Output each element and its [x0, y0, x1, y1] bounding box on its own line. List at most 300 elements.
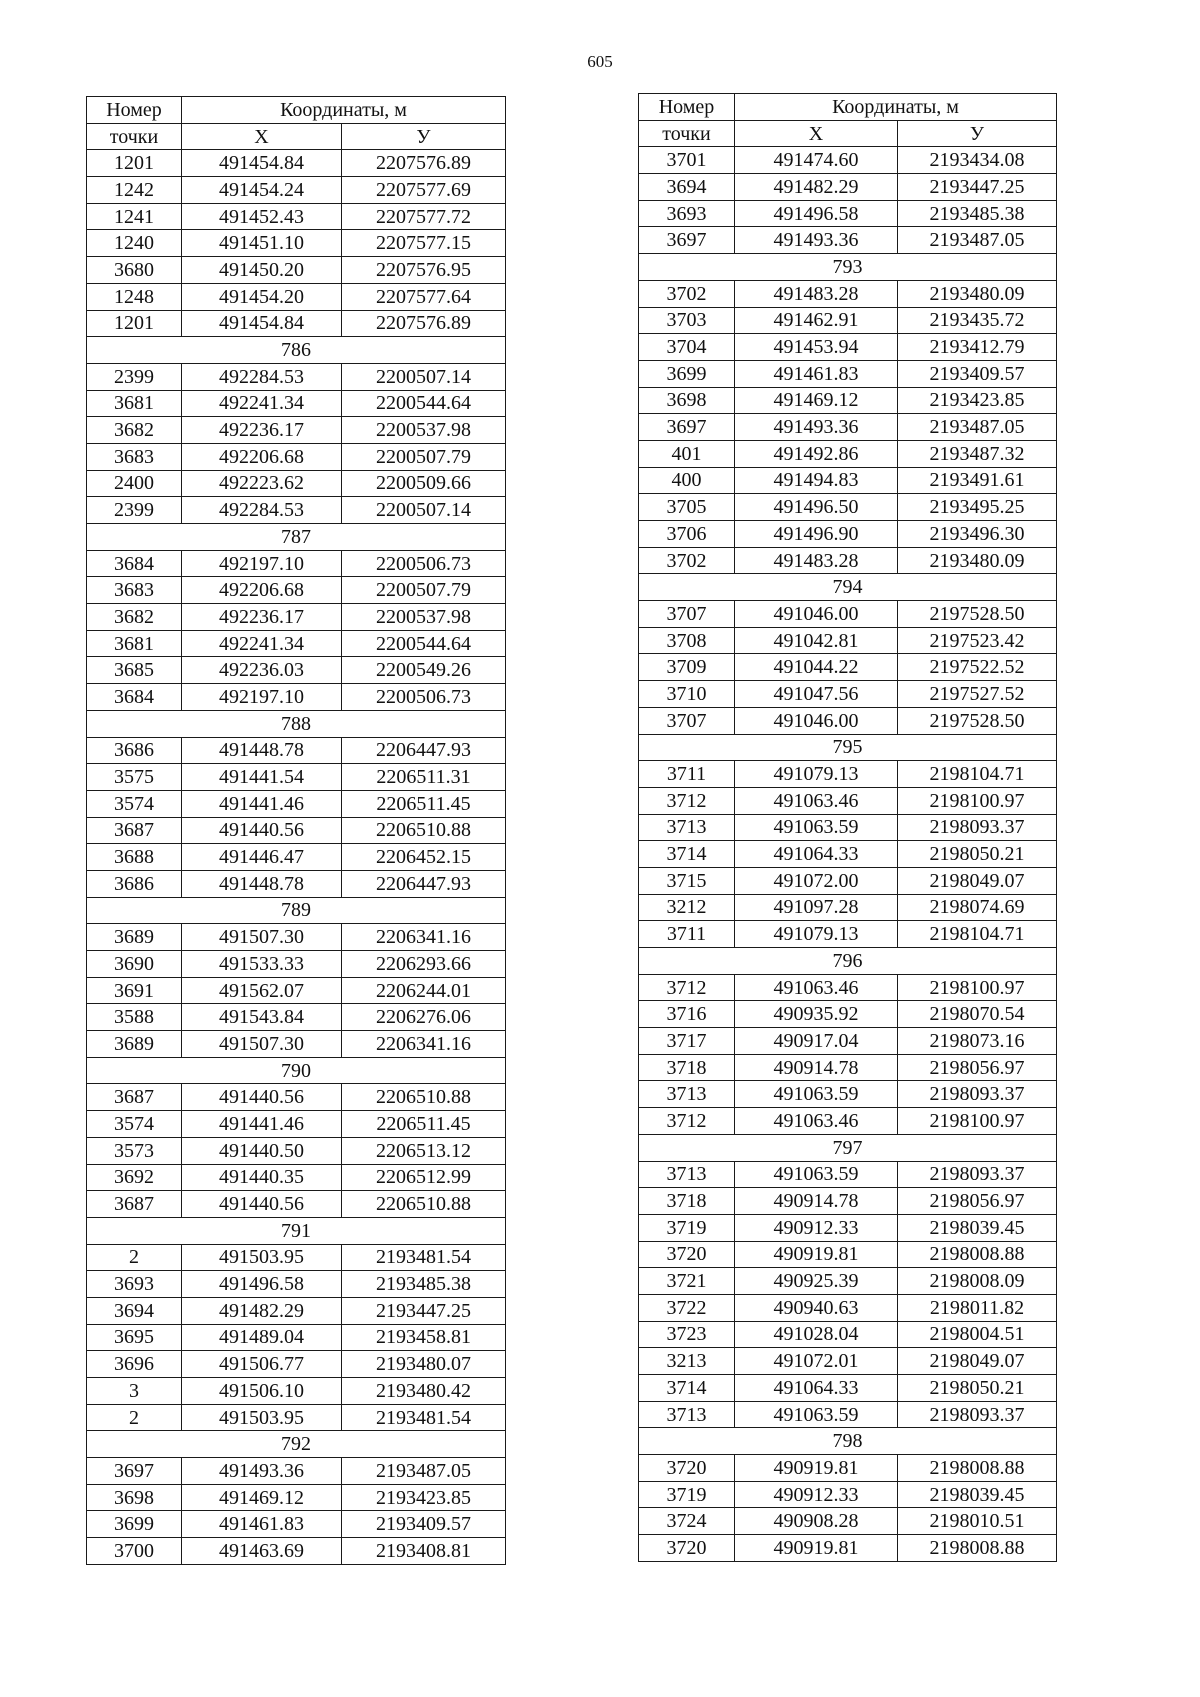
- x-coordinate-cell: 491079.13: [735, 761, 898, 788]
- y-coordinate-cell: 2198008.88: [898, 1241, 1057, 1268]
- x-coordinate-cell: 491063.46: [735, 1108, 898, 1135]
- point-number-cell: 3717: [639, 1028, 735, 1055]
- x-coordinate-cell: 491451.10: [182, 230, 342, 257]
- header-point-number-line1: Номер: [639, 94, 735, 121]
- point-number-cell: 3588: [87, 1004, 182, 1031]
- section-row: [639, 1428, 1057, 1455]
- y-coordinate-cell: 2193485.38: [898, 200, 1057, 227]
- point-number-cell: 3681: [87, 390, 182, 417]
- point-number-cell: 3575: [87, 764, 182, 791]
- y-coordinate-cell: 2193495.25: [898, 494, 1057, 521]
- point-number-cell: 3720: [639, 1535, 735, 1562]
- y-coordinate-cell: 2200507.79: [342, 443, 506, 470]
- table-row: [87, 1297, 506, 1324]
- y-coordinate-cell: 2193409.57: [898, 360, 1057, 387]
- x-coordinate-cell: 491063.59: [735, 1161, 898, 1188]
- x-coordinate-cell: 490908.28: [735, 1508, 898, 1535]
- point-number-cell: 3683: [87, 577, 182, 604]
- y-coordinate-cell: 2197528.50: [898, 601, 1057, 628]
- section-number: 796: [639, 948, 1057, 975]
- table-row: [639, 1481, 1057, 1508]
- point-number-cell: 3712: [639, 787, 735, 814]
- table-row: [639, 1054, 1057, 1081]
- table-row: [639, 227, 1057, 254]
- table-row: [87, 1031, 506, 1058]
- x-coordinate-cell: 491507.30: [182, 1031, 342, 1058]
- x-coordinate-cell: 492236.03: [182, 657, 342, 684]
- y-coordinate-cell: 2193485.38: [342, 1271, 506, 1298]
- y-coordinate-cell: 2207576.89: [342, 150, 506, 177]
- point-number-cell: 3722: [639, 1294, 735, 1321]
- point-number-cell: 3213: [639, 1348, 735, 1375]
- y-coordinate-cell: 2193434.08: [898, 147, 1057, 174]
- y-coordinate-cell: 2198056.97: [898, 1054, 1057, 1081]
- section-row: [87, 1431, 506, 1458]
- point-number-cell: 3574: [87, 790, 182, 817]
- table-row: [639, 921, 1057, 948]
- point-number-cell: 3696: [87, 1351, 182, 1378]
- y-coordinate-cell: 2198039.45: [898, 1214, 1057, 1241]
- y-coordinate-cell: 2193487.05: [342, 1458, 506, 1485]
- point-number-cell: 3713: [639, 1401, 735, 1428]
- table-row: [87, 150, 506, 177]
- section-row: [639, 1134, 1057, 1161]
- table-row: [87, 230, 506, 257]
- point-number-cell: 3704: [639, 334, 735, 361]
- y-coordinate-cell: 2206510.88: [342, 817, 506, 844]
- table-row: [639, 1268, 1057, 1295]
- table-row: [87, 1484, 506, 1511]
- table-row: [87, 790, 506, 817]
- y-coordinate-cell: 2198039.45: [898, 1481, 1057, 1508]
- table-row: [639, 974, 1057, 1001]
- table-row: [639, 467, 1057, 494]
- x-coordinate-cell: 491507.30: [182, 924, 342, 951]
- x-coordinate-cell: 490919.81: [735, 1455, 898, 1482]
- y-coordinate-cell: 2206341.16: [342, 1031, 506, 1058]
- table-row: [639, 787, 1057, 814]
- x-coordinate-cell: 491440.56: [182, 1191, 342, 1218]
- y-coordinate-cell: 2206510.88: [342, 1191, 506, 1218]
- point-number-cell: 1241: [87, 203, 182, 230]
- x-coordinate-cell: 491496.50: [735, 494, 898, 521]
- x-coordinate-cell: 492206.68: [182, 443, 342, 470]
- x-coordinate-cell: 491063.46: [735, 974, 898, 1001]
- x-coordinate-cell: 491506.77: [182, 1351, 342, 1378]
- table-row: [639, 814, 1057, 841]
- point-number-cell: 3720: [639, 1455, 735, 1482]
- x-coordinate-cell: 491492.86: [735, 440, 898, 467]
- x-coordinate-cell: 491489.04: [182, 1324, 342, 1351]
- table-row: [639, 174, 1057, 201]
- point-number-cell: 2: [87, 1244, 182, 1271]
- y-coordinate-cell: 2207577.15: [342, 230, 506, 257]
- table-row: [639, 1321, 1057, 1348]
- y-coordinate-cell: 2206293.66: [342, 951, 506, 978]
- y-coordinate-cell: 2193435.72: [898, 307, 1057, 334]
- point-number-cell: 3713: [639, 814, 735, 841]
- x-coordinate-cell: 490925.39: [735, 1268, 898, 1295]
- x-coordinate-cell: 491463.69: [182, 1538, 342, 1565]
- x-coordinate-cell: 492241.34: [182, 390, 342, 417]
- x-coordinate-cell: 490912.33: [735, 1214, 898, 1241]
- table-row: [87, 870, 506, 897]
- section-row: [639, 574, 1057, 601]
- y-coordinate-cell: 2207577.72: [342, 203, 506, 230]
- x-coordinate-cell: 491493.36: [182, 1458, 342, 1485]
- table-row: [87, 844, 506, 871]
- table-row: [87, 1511, 506, 1538]
- point-number-cell: 3716: [639, 1001, 735, 1028]
- table-row: [639, 1214, 1057, 1241]
- table-row: [639, 1508, 1057, 1535]
- y-coordinate-cell: 2207577.69: [342, 177, 506, 204]
- point-number-cell: 3723: [639, 1321, 735, 1348]
- y-coordinate-cell: 2206511.31: [342, 764, 506, 791]
- point-number-cell: 3574: [87, 1111, 182, 1138]
- y-coordinate-cell: 2206513.12: [342, 1137, 506, 1164]
- header-y: У: [898, 120, 1057, 147]
- y-coordinate-cell: 2206341.16: [342, 924, 506, 951]
- x-coordinate-cell: 491440.56: [182, 817, 342, 844]
- x-coordinate-cell: 490912.33: [735, 1481, 898, 1508]
- x-coordinate-cell: 491462.91: [735, 307, 898, 334]
- x-coordinate-cell: 491441.54: [182, 764, 342, 791]
- point-number-cell: 3718: [639, 1054, 735, 1081]
- y-coordinate-cell: 2198104.71: [898, 761, 1057, 788]
- table-row: [87, 1458, 506, 1485]
- table-row: [639, 200, 1057, 227]
- point-number-cell: 3685: [87, 657, 182, 684]
- table-row: [639, 867, 1057, 894]
- table-row: [639, 1401, 1057, 1428]
- x-coordinate-cell: 491097.28: [735, 894, 898, 921]
- table-row: [639, 894, 1057, 921]
- y-coordinate-cell: 2206447.93: [342, 737, 506, 764]
- x-coordinate-cell: 491452.43: [182, 203, 342, 230]
- section-number: 793: [639, 254, 1057, 281]
- point-number-cell: 3713: [639, 1161, 735, 1188]
- table-row: [87, 951, 506, 978]
- point-number-cell: 3706: [639, 521, 735, 548]
- table-row: [87, 657, 506, 684]
- table-row: [639, 707, 1057, 734]
- x-coordinate-cell: 491441.46: [182, 1111, 342, 1138]
- point-number-cell: 3705: [639, 494, 735, 521]
- point-number-cell: 3692: [87, 1164, 182, 1191]
- y-coordinate-cell: 2193480.09: [898, 280, 1057, 307]
- y-coordinate-cell: 2206512.99: [342, 1164, 506, 1191]
- point-number-cell: 2400: [87, 470, 182, 497]
- section-number: 792: [87, 1431, 506, 1458]
- section-number: 795: [639, 734, 1057, 761]
- table-row: [87, 1111, 506, 1138]
- y-coordinate-cell: 2193480.09: [898, 547, 1057, 574]
- y-coordinate-cell: 2200537.98: [342, 417, 506, 444]
- section-row: [639, 254, 1057, 281]
- x-coordinate-cell: 491496.58: [182, 1271, 342, 1298]
- point-number-cell: 3702: [639, 280, 735, 307]
- point-number-cell: 3697: [87, 1458, 182, 1485]
- section-number: 786: [87, 337, 506, 364]
- y-coordinate-cell: 2193458.81: [342, 1324, 506, 1351]
- table-row: [639, 1001, 1057, 1028]
- header-coordinates: Координаты, м: [735, 94, 1057, 121]
- y-coordinate-cell: 2198011.82: [898, 1294, 1057, 1321]
- y-coordinate-cell: 2198093.37: [898, 814, 1057, 841]
- y-coordinate-cell: 2198093.37: [898, 1401, 1057, 1428]
- table-row: [639, 654, 1057, 681]
- y-coordinate-cell: 2200506.73: [342, 684, 506, 711]
- point-number-cell: 3691: [87, 977, 182, 1004]
- y-coordinate-cell: 2200507.14: [342, 363, 506, 390]
- point-number-cell: 3699: [639, 360, 735, 387]
- table-row: [639, 360, 1057, 387]
- x-coordinate-cell: 491483.28: [735, 547, 898, 574]
- table-row: [87, 1538, 506, 1565]
- table-row: [639, 521, 1057, 548]
- table-row: [87, 1351, 506, 1378]
- x-coordinate-cell: 492284.53: [182, 497, 342, 524]
- x-coordinate-cell: 491454.20: [182, 283, 342, 310]
- table-row: [87, 817, 506, 844]
- table-row: [87, 390, 506, 417]
- table-row: [87, 1244, 506, 1271]
- y-coordinate-cell: 2193487.32: [898, 440, 1057, 467]
- y-coordinate-cell: 2200549.26: [342, 657, 506, 684]
- point-number-cell: 3682: [87, 417, 182, 444]
- table-row: [639, 1455, 1057, 1482]
- point-number-cell: 3698: [639, 387, 735, 414]
- point-number-cell: 3688: [87, 844, 182, 871]
- header-y: У: [342, 123, 506, 150]
- coordinates-table-right: [638, 93, 1057, 1562]
- point-number-cell: 3684: [87, 550, 182, 577]
- y-coordinate-cell: 2197522.52: [898, 654, 1057, 681]
- table-row: [87, 604, 506, 631]
- y-coordinate-cell: 2198004.51: [898, 1321, 1057, 1348]
- table-row: [639, 387, 1057, 414]
- section-number: 788: [87, 710, 506, 737]
- x-coordinate-cell: 491496.90: [735, 521, 898, 548]
- y-coordinate-cell: 2198049.07: [898, 1348, 1057, 1375]
- y-coordinate-cell: 2193423.85: [898, 387, 1057, 414]
- point-number-cell: 3212: [639, 894, 735, 921]
- y-coordinate-cell: 2206511.45: [342, 790, 506, 817]
- table-row: [87, 470, 506, 497]
- table-row: [87, 443, 506, 470]
- point-number-cell: 3714: [639, 841, 735, 868]
- point-number-cell: 3711: [639, 761, 735, 788]
- table-row: [87, 977, 506, 1004]
- x-coordinate-cell: 491450.20: [182, 257, 342, 284]
- y-coordinate-cell: 2193409.57: [342, 1511, 506, 1538]
- table-body: [639, 147, 1057, 1561]
- x-coordinate-cell: 491064.33: [735, 841, 898, 868]
- x-coordinate-cell: 491469.12: [735, 387, 898, 414]
- table-row: [87, 1378, 506, 1405]
- point-number-cell: 3682: [87, 604, 182, 631]
- x-coordinate-cell: 491063.59: [735, 1401, 898, 1428]
- x-coordinate-cell: 492206.68: [182, 577, 342, 604]
- x-coordinate-cell: 491028.04: [735, 1321, 898, 1348]
- x-coordinate-cell: 491063.59: [735, 1081, 898, 1108]
- x-coordinate-cell: 492223.62: [182, 470, 342, 497]
- table-row: [87, 363, 506, 390]
- x-coordinate-cell: 491441.46: [182, 790, 342, 817]
- y-coordinate-cell: 2200507.14: [342, 497, 506, 524]
- y-coordinate-cell: 2200537.98: [342, 604, 506, 631]
- y-coordinate-cell: 2198100.97: [898, 1108, 1057, 1135]
- x-coordinate-cell: 492236.17: [182, 604, 342, 631]
- header-x: X: [735, 120, 898, 147]
- x-coordinate-cell: 491453.94: [735, 334, 898, 361]
- table-row: [639, 1188, 1057, 1215]
- y-coordinate-cell: 2198008.88: [898, 1455, 1057, 1482]
- point-number-cell: 3695: [87, 1324, 182, 1351]
- table-row: [87, 1324, 506, 1351]
- x-coordinate-cell: 491483.28: [735, 280, 898, 307]
- x-coordinate-cell: 491044.22: [735, 654, 898, 681]
- table-row: [639, 1241, 1057, 1268]
- y-coordinate-cell: 2193447.25: [898, 174, 1057, 201]
- x-coordinate-cell: 492197.10: [182, 684, 342, 711]
- x-coordinate-cell: 491503.95: [182, 1244, 342, 1271]
- point-number-cell: 3708: [639, 627, 735, 654]
- header-point-number-line1: Номер: [87, 97, 182, 124]
- y-coordinate-cell: 2198073.16: [898, 1028, 1057, 1055]
- table-row: [639, 841, 1057, 868]
- table-row: [87, 737, 506, 764]
- point-number-cell: 3687: [87, 817, 182, 844]
- x-coordinate-cell: 491079.13: [735, 921, 898, 948]
- point-number-cell: 3689: [87, 924, 182, 951]
- section-row: [87, 710, 506, 737]
- x-coordinate-cell: 491474.60: [735, 147, 898, 174]
- point-number-cell: 3689: [87, 1031, 182, 1058]
- table-row: [639, 1161, 1057, 1188]
- y-coordinate-cell: 2193496.30: [898, 521, 1057, 548]
- point-number-cell: 3690: [87, 951, 182, 978]
- y-coordinate-cell: 2200507.79: [342, 577, 506, 604]
- point-number-cell: 3710: [639, 681, 735, 708]
- point-number-cell: 3715: [639, 867, 735, 894]
- point-number-cell: 3720: [639, 1241, 735, 1268]
- point-number-cell: 3697: [639, 227, 735, 254]
- table-row: [87, 283, 506, 310]
- y-coordinate-cell: 2206447.93: [342, 870, 506, 897]
- table-row: [87, 497, 506, 524]
- table-row: [639, 280, 1057, 307]
- table-row: [87, 1191, 506, 1218]
- y-coordinate-cell: 2193408.81: [342, 1538, 506, 1565]
- table-row: [639, 1535, 1057, 1562]
- table-row: [87, 684, 506, 711]
- point-number-cell: 3687: [87, 1084, 182, 1111]
- table-row: [639, 440, 1057, 467]
- y-coordinate-cell: 2207576.89: [342, 310, 506, 337]
- point-number-cell: 1240: [87, 230, 182, 257]
- x-coordinate-cell: 490914.78: [735, 1188, 898, 1215]
- point-number-cell: 3693: [87, 1271, 182, 1298]
- table-row: [639, 1108, 1057, 1135]
- table-row: [639, 627, 1057, 654]
- y-coordinate-cell: 2193447.25: [342, 1297, 506, 1324]
- x-coordinate-cell: 492236.17: [182, 417, 342, 444]
- x-coordinate-cell: 491454.84: [182, 310, 342, 337]
- y-coordinate-cell: 2198093.37: [898, 1161, 1057, 1188]
- table-body: [87, 150, 506, 1564]
- table-row: [87, 257, 506, 284]
- table-row: [639, 1375, 1057, 1402]
- point-number-cell: 3573: [87, 1137, 182, 1164]
- y-coordinate-cell: 2198050.21: [898, 1375, 1057, 1402]
- y-coordinate-cell: 2198008.09: [898, 1268, 1057, 1295]
- x-coordinate-cell: 492197.10: [182, 550, 342, 577]
- table-row: [87, 1137, 506, 1164]
- section-number: 789: [87, 897, 506, 924]
- point-number-cell: 3681: [87, 630, 182, 657]
- x-coordinate-cell: 491493.36: [735, 414, 898, 441]
- x-coordinate-cell: 490919.81: [735, 1535, 898, 1562]
- x-coordinate-cell: 491042.81: [735, 627, 898, 654]
- point-number-cell: 1201: [87, 310, 182, 337]
- table-row: [639, 1348, 1057, 1375]
- y-coordinate-cell: 2193412.79: [898, 334, 1057, 361]
- table-row: [87, 1404, 506, 1431]
- x-coordinate-cell: 491482.29: [735, 174, 898, 201]
- table-row: [87, 1004, 506, 1031]
- x-coordinate-cell: 491482.29: [182, 1297, 342, 1324]
- section-number: 790: [87, 1057, 506, 1084]
- x-coordinate-cell: 491493.36: [735, 227, 898, 254]
- point-number-cell: 3724: [639, 1508, 735, 1535]
- table-row: [87, 310, 506, 337]
- y-coordinate-cell: 2193480.07: [342, 1351, 506, 1378]
- y-coordinate-cell: 2207576.95: [342, 257, 506, 284]
- point-number-cell: 2399: [87, 497, 182, 524]
- x-coordinate-cell: 491063.59: [735, 814, 898, 841]
- point-number-cell: 3693: [639, 200, 735, 227]
- point-number-cell: 400: [639, 467, 735, 494]
- x-coordinate-cell: 491046.00: [735, 707, 898, 734]
- point-number-cell: 3680: [87, 257, 182, 284]
- table-row: [639, 761, 1057, 788]
- y-coordinate-cell: 2193481.54: [342, 1404, 506, 1431]
- table-row: [639, 307, 1057, 334]
- point-number-cell: 3714: [639, 1375, 735, 1402]
- y-coordinate-cell: 2206244.01: [342, 977, 506, 1004]
- point-number-cell: 3700: [87, 1538, 182, 1565]
- y-coordinate-cell: 2198100.97: [898, 974, 1057, 1001]
- section-row: [87, 1217, 506, 1244]
- section-row: [87, 897, 506, 924]
- table-row: [639, 1294, 1057, 1321]
- section-row: [639, 734, 1057, 761]
- point-number-cell: 3686: [87, 870, 182, 897]
- y-coordinate-cell: 2193481.54: [342, 1244, 506, 1271]
- table-row: [639, 1028, 1057, 1055]
- y-coordinate-cell: 2198049.07: [898, 867, 1057, 894]
- point-number-cell: 3: [87, 1378, 182, 1405]
- point-number-cell: 3703: [639, 307, 735, 334]
- x-coordinate-cell: 491064.33: [735, 1375, 898, 1402]
- y-coordinate-cell: 2206276.06: [342, 1004, 506, 1031]
- point-number-cell: 3698: [87, 1484, 182, 1511]
- y-coordinate-cell: 2193480.42: [342, 1378, 506, 1405]
- x-coordinate-cell: 491440.50: [182, 1137, 342, 1164]
- y-coordinate-cell: 2197523.42: [898, 627, 1057, 654]
